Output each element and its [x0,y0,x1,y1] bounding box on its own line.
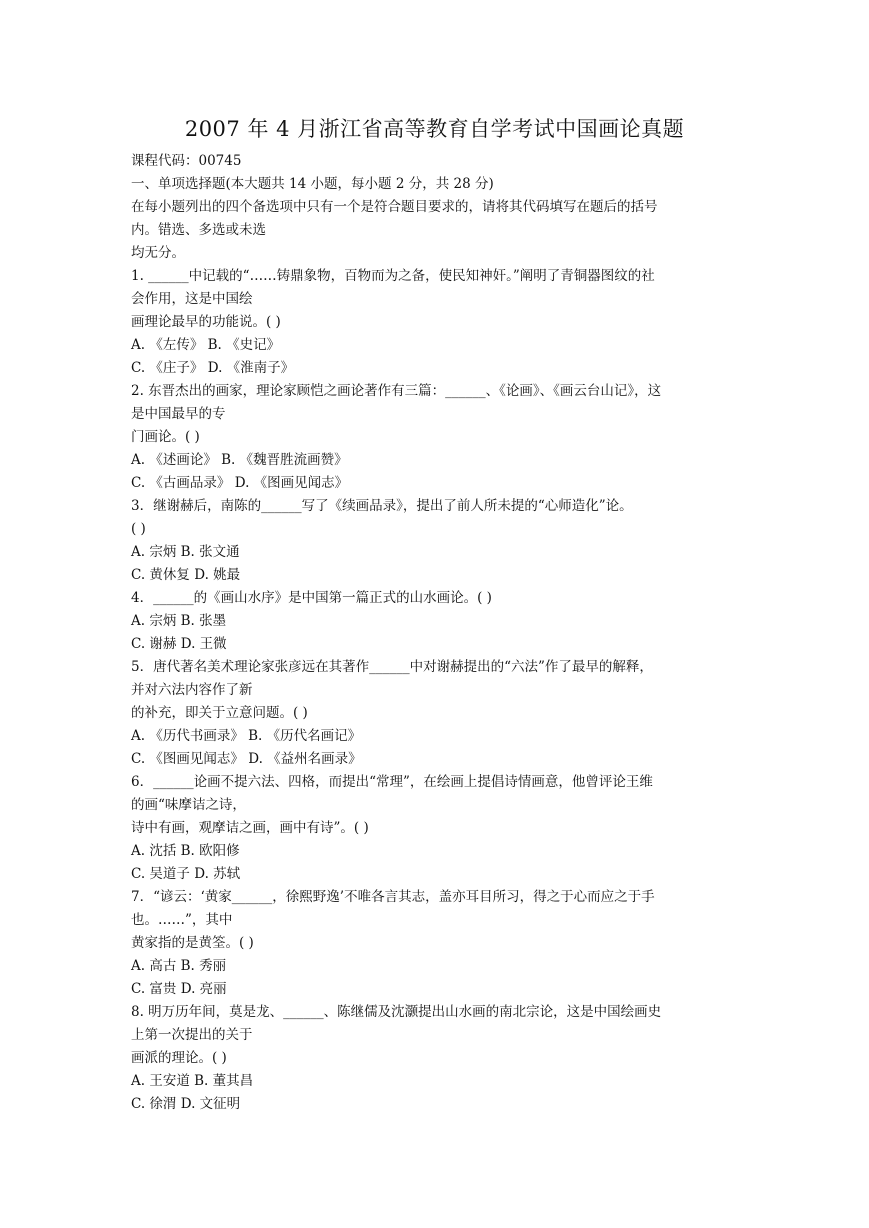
question-text: 2. 东晋杰出的画家，理论家顾恺之画论著作有三篇：______、《论画》、《画云台山记》，这 [131,383,662,399]
instruction-line: 在每小题列出的四个备选项中只有一个是符合题目要求的，请将其代码填写在题后的括号 [131,199,658,215]
question-text: 画派的理论。( ) [131,1050,227,1066]
question-text: 诗中有画，观摩诘之画，画中有诗”。( ) [131,820,369,836]
question-6 [131,771,743,886]
question-text: 门画论。( ) [131,429,200,445]
question-options: C. 《图画见闻志》 D. 《益州名画录》 [131,751,362,767]
question-options: A. 沈括 B. 欧阳修 [131,843,240,859]
instruction-line: 内。错选、多选或未选 [131,222,266,238]
section-heading: 一、单项选择题(本大题共 14 小题，每小题 2 分，共 28 分) [131,176,494,192]
question-text: 1. ______中记载的“……铸鼎象物，百物而为之备，使民知神奸。”阐明了青铜器图纹的社 [131,268,655,284]
question-8 [131,1001,743,1116]
question-options: C. 《古画品录》 D. 《图画见闻志》 [131,475,349,491]
question-options: A. 《左传》 B. 《史记》 [131,337,281,353]
question-4 [131,587,743,656]
question-options: C. 黄休复 D. 姚最 [131,567,241,583]
document-body [131,150,743,1116]
course-code: 课程代码：00745 [131,153,242,169]
question-text: 并对六法内容作了新 [131,682,253,698]
question-text: 的补充，即关于立意问题。( ) [131,705,308,721]
question-options: C. 富贵 D. 亮丽 [131,981,227,997]
question-text: 7．“谚云：‘黄家______，徐熙野逸’不唯各言其志，盖亦耳目所习，得之于心而应之于手 [131,889,655,905]
question-2 [131,380,743,495]
question-text: 3．继谢赫后，南陈的______写了《续画品录》，提出了前人所未提的“心师造化”论。 [131,498,633,514]
question-text: 也。……”，其中 [131,912,233,928]
question-options: A. 宗炳 B. 张墨 [131,613,227,629]
question-text: 上第一次提出的关于 [131,1027,253,1043]
question-text: ( ) [131,521,146,537]
question-options: C. 谢赫 D. 王微 [131,636,227,652]
question-options: A. 宗炳 B. 张文通 [131,544,240,560]
question-text: 画理论最早的功能说。( ) [131,314,281,330]
question-5 [131,656,743,771]
question-text: 5．唐代著名美术理论家张彦远在其著作______中对谢赫提出的“六法”作了最早的解释， [131,659,653,675]
question-text: 的画“味摩诘之诗， [131,797,246,813]
question-options: C. 吴道子 D. 苏轼 [131,866,241,882]
question-options: A. 高古 B. 秀丽 [131,958,227,974]
question-7 [131,886,743,1001]
question-options: A. 《述画论》 B. 《魏晋胜流画赞》 [131,452,348,468]
question-text: 是中国最早的专 [131,406,226,422]
document-title: 2007 年 4 月浙江省高等教育自学考试中国画论真题 [184,117,685,141]
question-options: A. 《历代书画录》 B. 《历代名画记》 [131,728,362,744]
question-options: C. 徐渭 D. 文征明 [131,1096,241,1112]
question-text: 4．______的《画山水序》是中国第一篇正式的山水画论。( ) [131,590,492,606]
question-text: 6．______论画不提六法、四格，而提出“常理”，在绘画上提倡诗情画意，他曾评论王维 [131,774,653,790]
question-options: C. 《庄子》 D. 《淮南子》 [131,360,295,376]
question-text: 会作用，这是中国绘 [131,291,253,307]
question-options: A. 王安道 B. 董其昌 [131,1073,254,1089]
question-text: 8. 明万历年间，莫是龙、______、陈继儒及沈灏提出山水画的南北宗论，这是中国绘画史 [131,1004,662,1020]
question-text: 黄家指的是黄筌。( ) [131,935,254,951]
question-1 [131,265,743,380]
question-3 [131,495,743,587]
instruction-line: 均无分。 [131,245,185,261]
